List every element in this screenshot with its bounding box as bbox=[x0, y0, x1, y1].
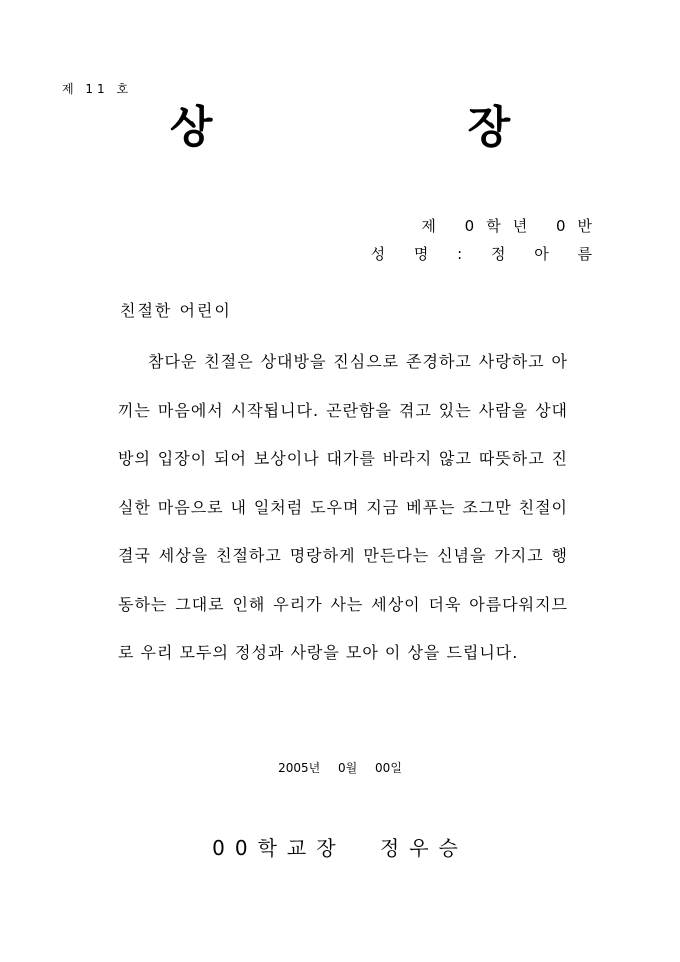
award-name: 친절한 어린이 bbox=[120, 301, 232, 320]
name-line: 성 명 : 정 아 름 bbox=[370, 245, 604, 263]
citation-text: 참다운 친절은 상대방을 진심으로 존경하고 사랑하고 아끼는 마음에서 시작됩니다. 곤란함을 겪고 있는 사람을 상대방의 입장이 되어 보상이나 대가를 바라지 않고 따뜻하고 진실한 마음으로 내 일처럼 도우며 지금 베푸는 조그만 친절이 결국 세상을 친절하고 명랑하게 만든다는 신념을 가지고 행동하는 그대로 인해 우리가 사는 세상이 더욱 아름다워지므로 우리 모두의 정성과 사랑을 모아 이 상을 드립니다. bbox=[118, 352, 568, 662]
class-line: 제 0학년 0반 bbox=[421, 217, 604, 235]
citation-body bbox=[118, 338, 568, 678]
certificate-title: 상 장 bbox=[169, 102, 631, 153]
award-date: 2005년 0월 00일 bbox=[278, 761, 402, 775]
presenter-signature: 00학교장 정우승 bbox=[212, 836, 468, 860]
certificate-number: 제 11 호 bbox=[62, 82, 133, 96]
recipient-info bbox=[371, 212, 604, 268]
